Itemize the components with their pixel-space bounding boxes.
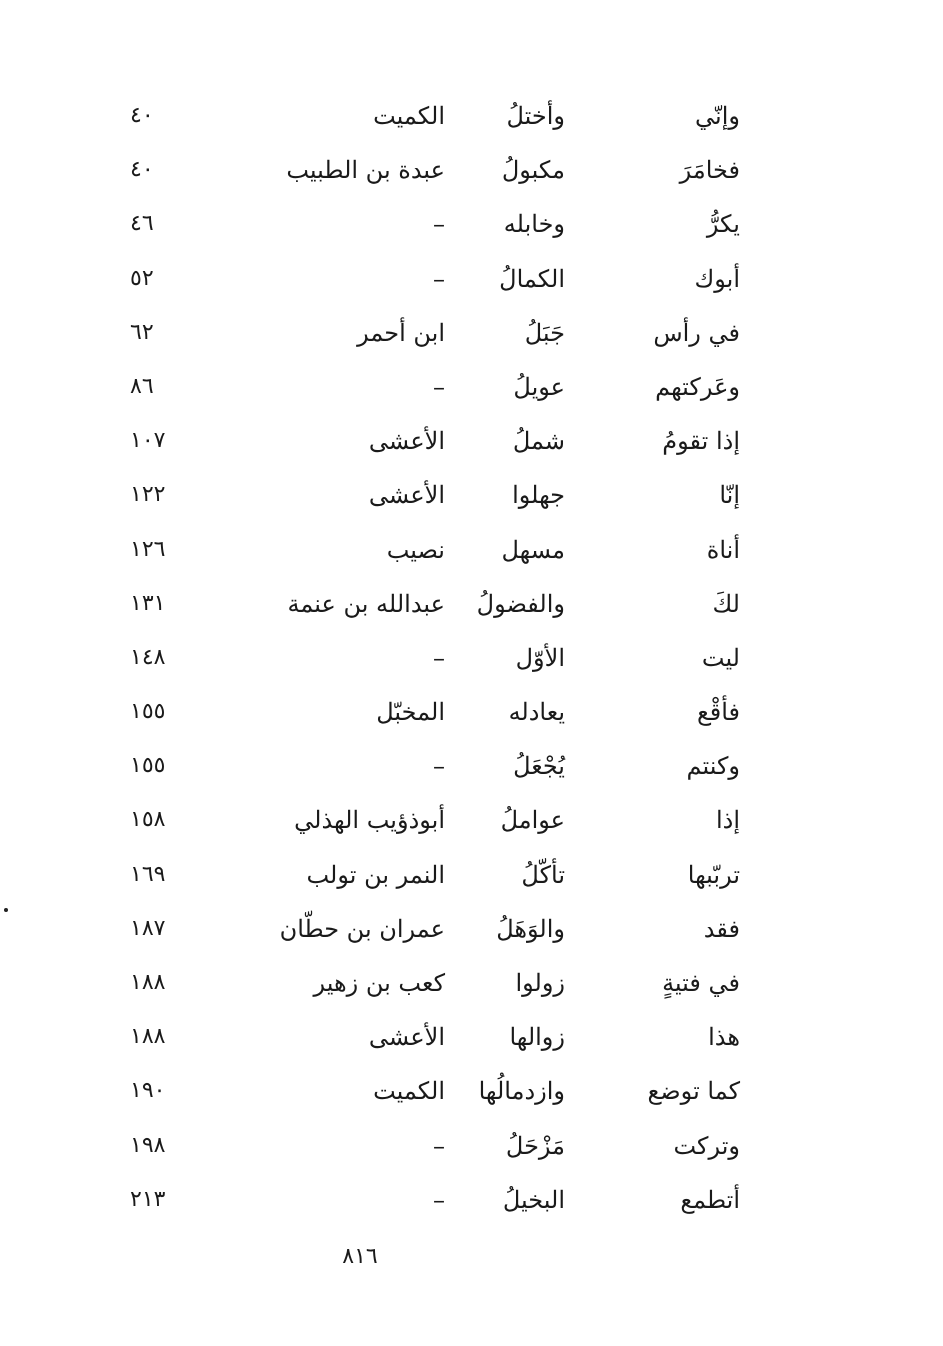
poet-name: – [433,1185,445,1214]
rhyme-word: يُجْعَلُ [513,752,565,781]
rhyme-word: زوالها [509,1023,565,1052]
verse-first-word: في فتيةٍ [662,969,740,997]
table-row [120,578,740,632]
rhyme-word: تأكّلُ [521,860,565,889]
page-number: ١٤٨ [130,644,166,670]
rhyme-word: زولوا [515,969,565,997]
table-row [120,144,740,198]
table-row [120,794,740,848]
verse-first-word: ليت [701,643,740,672]
rhyme-word: البخيلُ [502,1185,565,1214]
poet-name: – [433,1131,445,1160]
folio-page-number: ٨١٦ [342,1244,378,1269]
page-number: ١٢٦ [130,536,166,562]
poet-name: المخبّل [376,698,445,727]
poet-name: – [433,372,445,401]
rhyme-word: شملُ [512,427,565,456]
verse-first-word: إنّا [719,481,740,510]
poet-name: الأعشى [368,1023,445,1052]
rhyme-word: والوَهَلُ [496,914,565,943]
poet-name: الكميت [373,1077,445,1106]
page-number: ٤٦ [130,211,154,237]
verse-first-word: إذا [715,806,740,835]
table-row [120,469,740,523]
page-number: ١٨٨ [130,970,166,995]
poet-name: النمر بن تولب [306,860,445,889]
table-row [120,1065,740,1119]
poet-name: ابن أحمر [357,318,445,347]
table-row [120,903,740,957]
table-row [120,415,740,469]
verse-first-word: أبوك [694,264,740,293]
verse-first-word: أتطمع [680,1185,740,1214]
rhyme-word: وخابله [503,210,565,239]
table-row [120,957,740,1011]
verse-first-word: إذا تقومُ [662,427,740,456]
page-number: ١٨٧ [130,915,166,941]
table-row [120,361,740,415]
verse-first-word: في رأس [653,318,740,347]
poet-name: عبدة بن الطبيب [286,156,445,185]
verse-first-word: وكنتم [686,752,740,781]
rhyme-word: عواملُ [500,806,565,835]
table-row [120,253,740,307]
page-number: ٤٠ [130,157,154,183]
poet-name: عمران بن حطّان [279,914,445,943]
rhyme-word: وأختلُ [506,102,565,130]
verse-first-word: لكَ [712,589,740,618]
verse-first-word: تربّبها [687,860,740,889]
poet-name: نصيب [386,535,445,564]
table-row [120,1120,740,1174]
verse-first-word: وإنّي [695,102,740,130]
verse-first-word: فأقْع [696,698,740,727]
table-row [120,198,740,252]
table-row [120,90,740,144]
rhyme-word: جهلوا [512,481,565,510]
table-row [120,524,740,578]
poet-name: أبوذؤيب الهذلي [294,806,445,835]
margin-mark [4,908,8,912]
page-number: ١٢٢ [130,482,166,508]
page-number: ١٨٨ [130,1024,166,1050]
page-number: ٥٢ [130,265,154,291]
verse-first-word: أناة [706,535,740,564]
rhyme-word: عويلُ [513,372,565,401]
page-number: ٦٢ [130,319,154,345]
table-row [120,849,740,903]
verse-first-word: هذا [708,1023,740,1052]
poet-name: – [433,752,445,781]
table-row [120,632,740,686]
page-number: ١٩٠ [130,1078,166,1104]
page-number: ١٥٨ [130,807,166,833]
table-row [120,1011,740,1065]
poet-name: عبدالله بن عنمة [287,589,445,618]
verse-first-word: فخامَرَ [679,156,740,185]
poet-name: – [433,264,445,293]
page-number: ١٣١ [130,590,166,616]
poet-name: الأعشى [368,427,445,456]
verse-first-word: كما توضع [647,1077,740,1106]
verse-first-word: يكرُّ [706,210,740,239]
rhyme-word: مَزْحَلُ [505,1131,565,1160]
poet-name: – [433,643,445,672]
rhyme-word: جَبَلُ [524,318,565,347]
table-row [120,686,740,740]
poet-name: الأعشى [368,481,445,510]
table-row [120,307,740,361]
page-number: ١٦٩ [130,861,166,887]
rhyme-word: وازدمالُها [478,1077,565,1106]
page-number: ١٥٥ [130,753,166,779]
verse-first-word: وعَركتهم [655,372,740,401]
poet-name: الكميت [373,102,445,130]
rhyme-word: مسهل [501,535,565,564]
page-number: ٢١٣ [130,1186,166,1212]
verse-first-word: وتركت [673,1131,740,1160]
rhyme-word: والفضولُ [476,589,565,618]
poet-name: كعب بن زهير [313,969,445,997]
table-row [120,1174,740,1228]
page-number: ١٠٧ [130,428,166,454]
table-row [120,740,740,794]
rhyme-word: يعادله [508,698,565,727]
verse-index-table [120,90,740,1228]
rhyme-word: الكمالُ [499,264,565,293]
page-number: ١٩٨ [130,1132,166,1158]
poet-name: – [433,210,445,239]
page-number: ١٥٥ [130,699,166,725]
rhyme-word: مكبولُ [501,156,565,185]
page-number: ٤٠ [130,103,154,128]
verse-first-word: فقد [703,914,740,943]
page-number: ٨٦ [130,373,154,399]
rhyme-word: الأوّل [515,643,565,672]
